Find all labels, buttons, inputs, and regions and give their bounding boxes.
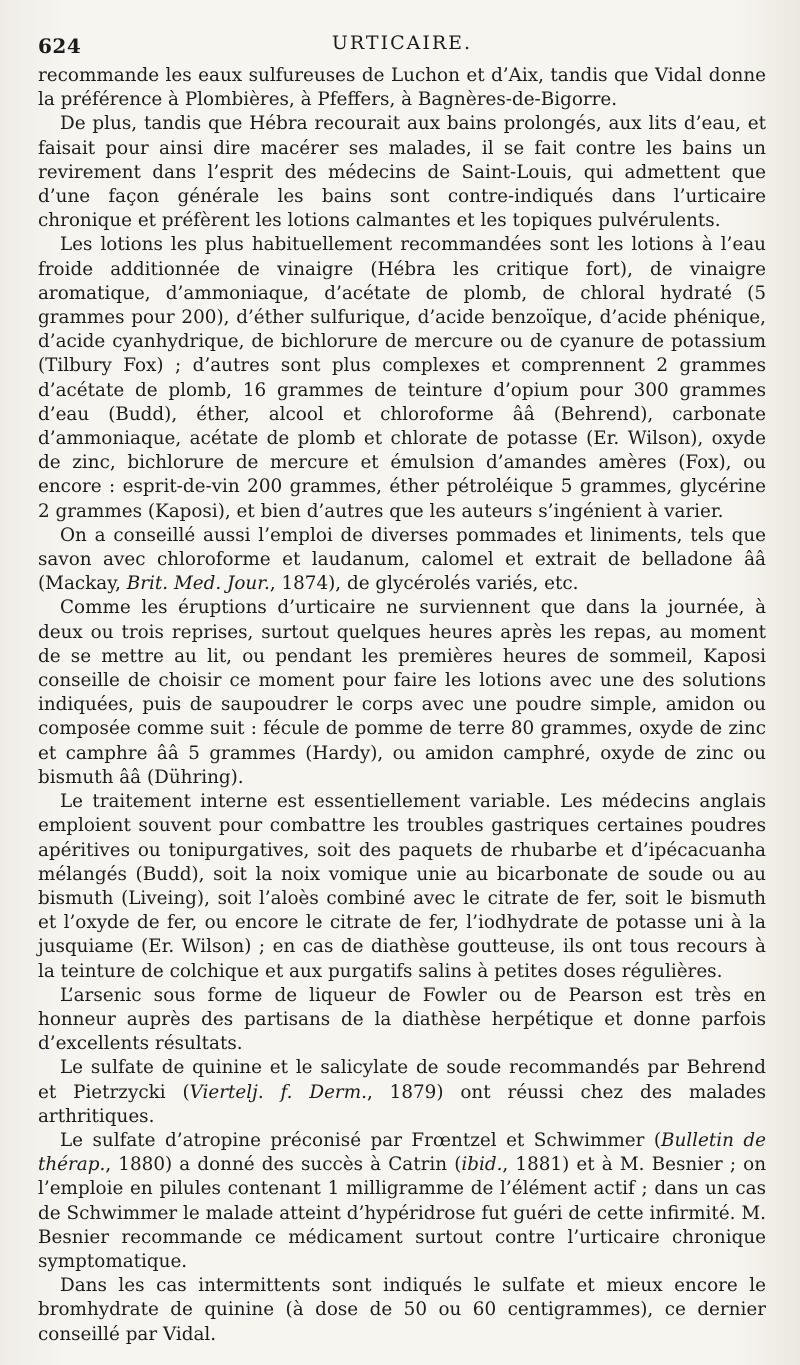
- text-run: On a conseillé aussi l’emploi de diverses pommades et liniments, tels que savon avec chloroforme et laudanum, calomel et extrait de belladone ââ (Mackay,: [38, 524, 766, 595]
- page-header: [38, 22, 766, 64]
- text-run: , 1879) ont réussi chez des malades arthritiques.: [38, 1081, 766, 1127]
- paragraph: [38, 790, 766, 984]
- text-run: recommande les eaux sulfureuses de Luchon et d’Aix, tandis que Vidal donne la préférence à Plombières, à Pfeffers, à Bagnères-de-Bigorre.: [38, 65, 766, 111]
- text-run: De plus, tandis que Hébra recourait aux bains prolongés, aux lits d’eau, et faisait pour ainsi dire macérer ses malades, il se fait contre les bains un revirement dans l’esprit des médecins de Saint-Louis, qui admettent que d’une façon générale les bains sont contre-indiqués dans l’urticaire chronique et préfèrent les lotions calmantes et les topiques pulvérulents.: [38, 113, 766, 232]
- text-run: Le traitement interne est essentiellement variable. Les médecins anglais emploient souvent pour combattre les troubles gastriques certaines poudres apéritives ou tonipurgatives, soit des paquets de rhubarbe et d’ipécacuanha mélangés (Budd), soit la noix vomique unie au bicarbonate de soude ou au bismuth (Liveing), soit l’aloès combiné avec le citrate de fer, soit le bismuth et l’oxyde de fer, ou encore le citrate de fer, l’iodhydrate de potasse uni à la jusquiame (Er. Wilson) ; en cas de diathèse goutteuse, ils ont tous recours à la teinture de colchique et aux purgatifs salins à petites doses régulières.: [38, 791, 766, 982]
- citation-italic: Brit. Med. Jour.: [126, 573, 270, 595]
- text-run: Les lotions les plus habituellement recommandées sont les lotions à l’eau froide additionnée de vinaigre (Hébra les critique fort), de vinaigre aromatique, d’ammoniaque, d’acétate de plomb, de chloral hydraté (5 grammes pour 200), d’éther sulfurique, d’acide benzoïque, d’acide phénique, d’acide cyanhydrique, de bichlorure de mercure ou de cyanure de potassium (Tilbury Fox) ; d’autres sont plus complexes et comprennent 2 grammes d’acétate de plomb, 16 grammes de teinture d’opium pour 300 grammes d’eau (Budd), éther, alcool et chloroforme ââ (Behrend), carbonate d’ammoniaque, acétate de plomb et chlorate de potasse (Er. Wilson), oxyde de zinc, bichlorure de mercure et émulsion d’amandes amères (Fox), ou encore : esprit-de-vin 200 grammes, éther pétroléique 5 grammes, glycérine 2 grammes (Kaposi), et bien d’autres que les auteurs s’ingénient à varier.: [38, 234, 766, 522]
- running-title: URTICAIRE.: [331, 32, 473, 54]
- text-run: , 1881) et à M. Besnier ; on l’emploie en pilules contenant 1 milligramme de l’élément actif ; dans un cas de Schwimmer le malade atteint d’hypéridrose fut guéri de cette infirmité. M. Besnier recommande ce médicament surtout contre l’urticaire chronique symptomatique.: [38, 1154, 767, 1272]
- paragraph: [38, 233, 766, 523]
- text-run: , 1874), de glycérolés variés, etc.: [269, 573, 579, 595]
- text-run: Dans les cas intermittents sont indiqués le sulfate et mieux encore le bromhydrate de quinine (à dose de 50 ou 60 centigrammes), ce dernier conseillé par Vidal.: [38, 1275, 766, 1345]
- paragraph: [38, 1056, 766, 1129]
- text-run: Comme les éruptions d’urticaire ne surviennent que dans la journée, à deux ou trois reprises, surtout quelques heures après les repas, au moment de se mettre au lit, ou pendant les premières heures de sommeil, Kaposi conseille de choisir ce moment pour faire les lotions avec une des solutions indiquées, puis de saupoudrer le corps avec une poudre simple, amidon ou composée comme suit : fécule de pomme de terre 80 grammes, oxyde de zinc et camphre ââ 5 grammes (Hardy), ou amidon camphré, oxyde de zinc ou bismuth ââ (Dühring).: [38, 597, 766, 788]
- citation-italic: ibid.: [461, 1154, 503, 1176]
- page-number: 624: [38, 34, 82, 58]
- paragraph: [38, 1129, 766, 1274]
- text-run: , 1880) a donné des succès à Catrin (: [105, 1154, 462, 1176]
- paragraph: [38, 1274, 766, 1347]
- paragraph: [38, 524, 766, 597]
- citation-italic: Viertelj. f. Derm.: [189, 1081, 367, 1103]
- paragraph: [38, 596, 766, 790]
- text-run: Le sulfate d’atropine préconisé par Frœntzel et Schwimmer (: [60, 1129, 662, 1151]
- body-text: [38, 64, 766, 1347]
- paragraph: [38, 112, 766, 233]
- text-run: L’arsenic sous forme de liqueur de Fowler ou de Pearson est très en honneur auprès des partisans de la diathèse herpétique et donne parfois d’excellents résultats.: [38, 984, 766, 1055]
- paragraph: [38, 984, 766, 1057]
- citation-italic: Bulletin de thérap.: [38, 1129, 767, 1176]
- paragraph: [38, 64, 766, 112]
- text-run: Le sulfate de quinine et le salicylate de soude recommandés par Behrend et Pietrzycki (: [38, 1057, 766, 1103]
